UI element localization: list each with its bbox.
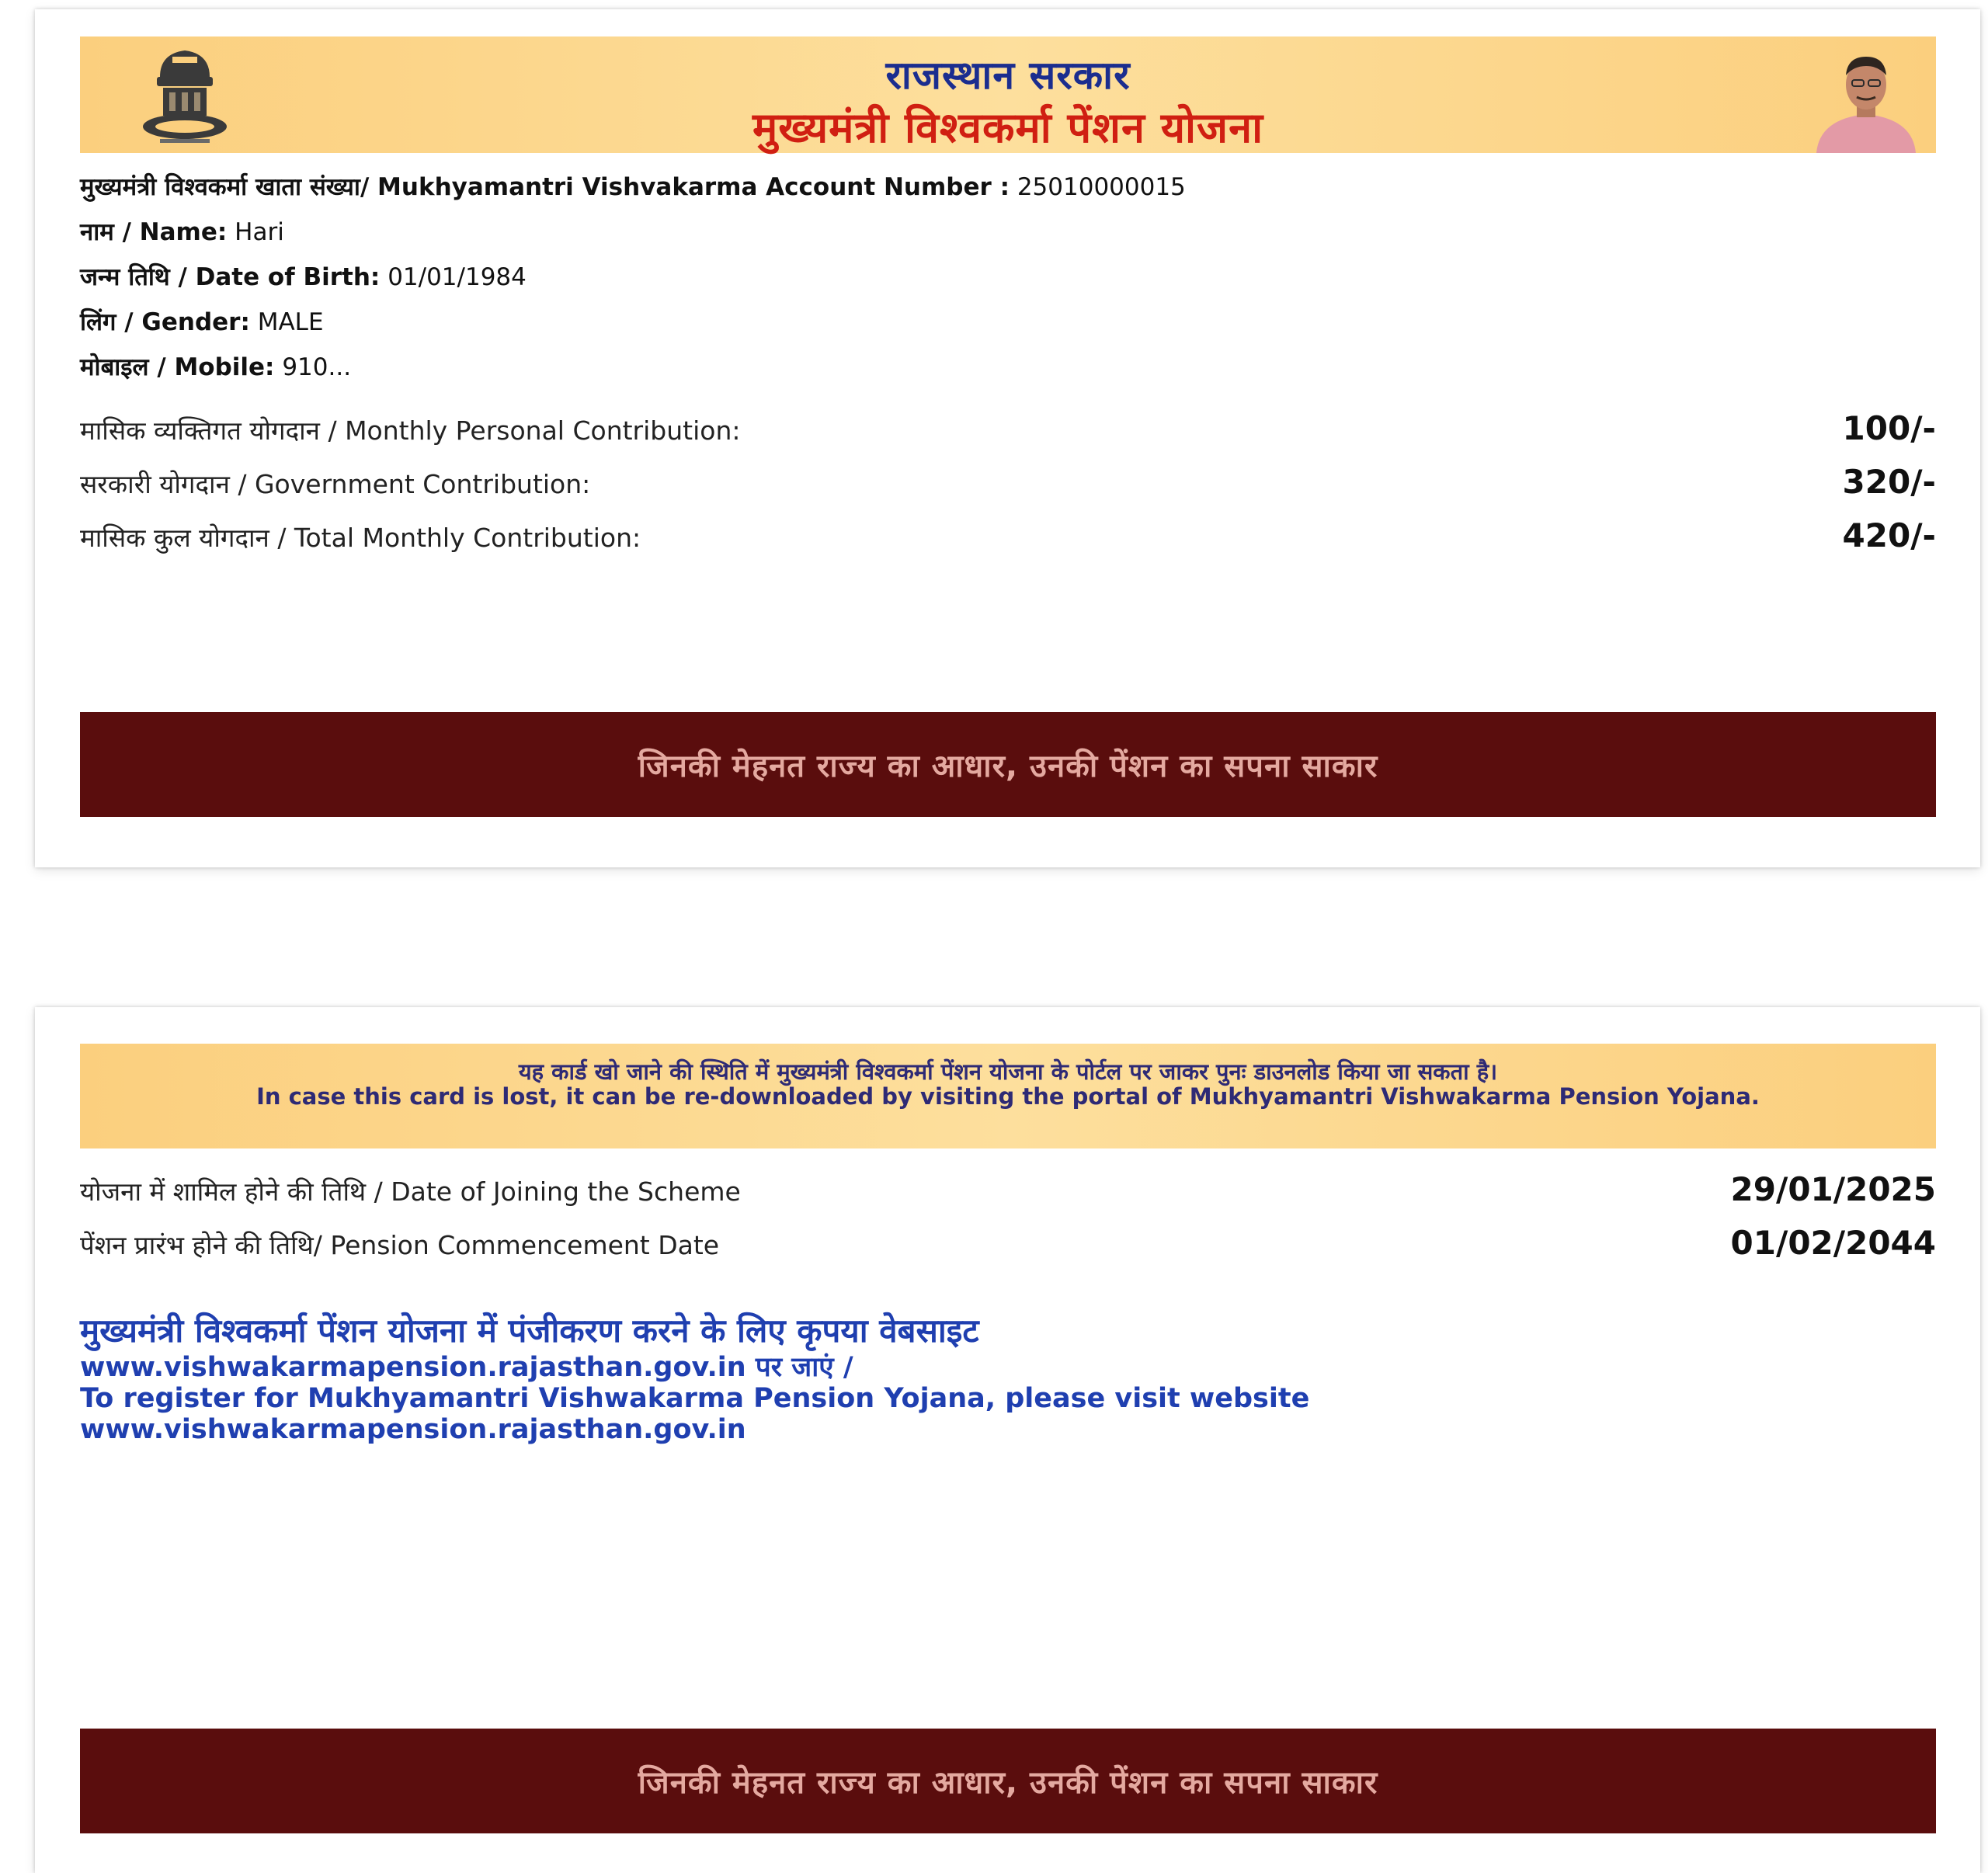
name-label: नाम / Name: xyxy=(80,218,228,246)
dob-field xyxy=(80,260,527,293)
personal-contribution-label: मासिक व्यक्तिगत योगदान / Monthly Personal Contribution: xyxy=(80,415,741,446)
joining-date-label: योजना में शामिल होने की तिथि / Date of Joining the Scheme xyxy=(80,1176,741,1207)
lost-card-notice xyxy=(80,1044,1936,1148)
registration-english: To register for Mukhyamantri Vishwakarma Pension Yojana, please visit website xyxy=(80,1383,1310,1414)
scheme-name: मुख्यमंत्री विश्वकर्मा पेंशन योजना xyxy=(752,103,1264,152)
gender-field xyxy=(80,305,324,338)
gender-label: लिंग / Gender: xyxy=(80,308,250,336)
dob-value: 01/01/1984 xyxy=(388,263,527,291)
total-contribution-label: मासिक कुल योगदान / Total Monthly Contribution: xyxy=(80,523,641,553)
total-contribution-row xyxy=(80,516,1936,554)
government-contribution-row xyxy=(80,463,1936,501)
commencement-date-row xyxy=(80,1224,1936,1262)
mobile-value: 910... xyxy=(282,353,352,381)
gender-value: MALE xyxy=(257,308,324,336)
personal-contribution-value: 100/- xyxy=(1842,409,1936,447)
government-contribution-value: 320/- xyxy=(1842,463,1936,501)
name-value: Hari xyxy=(235,218,284,246)
notice-hindi: यह कार्ड खो जाने की स्थिति में मुख्यमंत्री विश्वकर्मा पेंशन योजना के पोर्टल पर जाकर पुनः डाउनलोड किया जा सकता है। xyxy=(518,1058,1498,1085)
total-contribution-value: 420/- xyxy=(1842,516,1936,554)
pension-card-front xyxy=(35,9,1980,867)
personal-contribution-row xyxy=(80,409,1936,447)
registration-info xyxy=(80,1310,1866,1445)
mobile-field xyxy=(80,350,351,383)
joining-date-value: 29/01/2025 xyxy=(1730,1170,1936,1208)
government-contribution-label: सरकारी योगदान / Government Contribution: xyxy=(80,469,591,499)
account-number-value: 25010000015 xyxy=(1017,173,1186,201)
registration-url: www.vishwakarmapension.rajasthan.gov.in xyxy=(80,1414,746,1445)
registration-url-hindi: www.vishwakarmapension.rajasthan.gov.in पर जाएं / xyxy=(80,1352,853,1383)
pension-card-back xyxy=(35,1007,1980,1873)
dob-label: जन्म तिथि / Date of Birth: xyxy=(80,263,381,291)
mobile-label: मोबाइल / Mobile: xyxy=(80,353,275,381)
portrait-photo xyxy=(1812,44,1920,153)
registration-hindi: मुख्यमंत्री विश्वकर्मा पेंशन योजना में पंजीकरण करने के लिए कृपया वेबसाइट xyxy=(80,1312,979,1350)
commencement-date-label: पेंशन प्रारंभ होने की तिथि/ Pension Commencement Date xyxy=(80,1230,720,1260)
card-header xyxy=(80,36,1936,153)
slogan-banner: जिनकी मेहनत राज्य का आधार, उनकी पेंशन का सपना साकार xyxy=(80,1729,1936,1833)
notice-english: In case this card is lost, it can be re-downloaded by visiting the portal of Mukhyamantri Vishwakarma Pension Yojana. xyxy=(256,1083,1760,1110)
account-number-field xyxy=(80,170,1186,203)
header-title: राजस्थान सरकार xyxy=(885,53,1131,98)
joining-date-row xyxy=(80,1170,1936,1208)
name-field xyxy=(80,215,284,248)
commencement-date-value: 01/02/2044 xyxy=(1730,1224,1936,1262)
account-number-label: मुख्यमंत्री विश्वकर्मा खाता संख्या/ Mukhyamantri Vishvakarma Account Number : xyxy=(80,173,1010,201)
slogan-banner: जिनकी मेहनत राज्य का आधार, उनकी पेंशन का सपना साकार xyxy=(80,712,1936,817)
